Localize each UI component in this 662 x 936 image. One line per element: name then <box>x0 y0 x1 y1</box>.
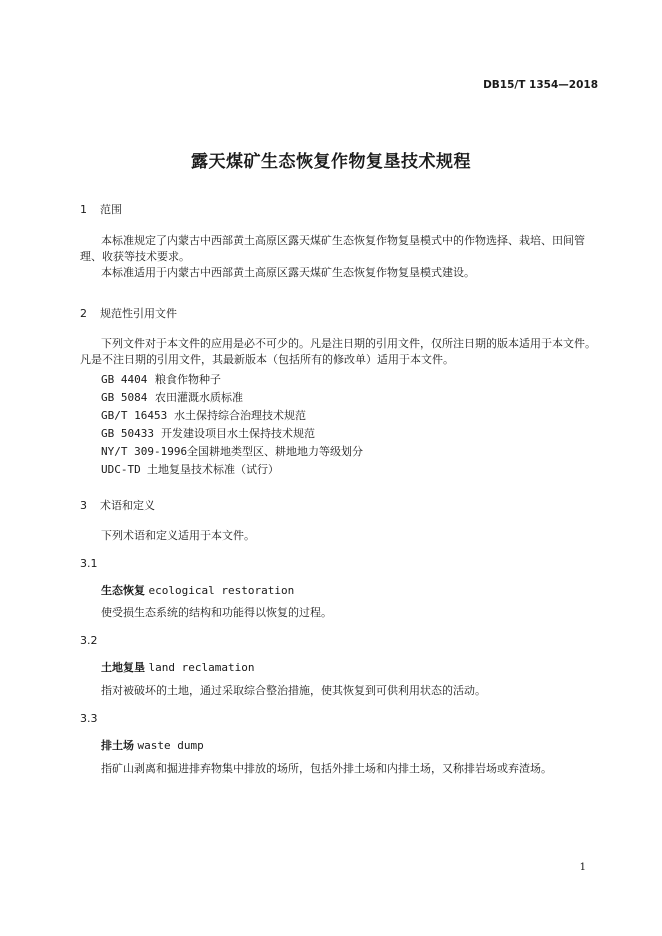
term-heading <box>101 737 204 753</box>
term-definition: 指矿山剥离和掘进排弃物集中排放的场所，包括外排土场和内排土场，又称排岩场或弃渣场。 <box>101 762 552 775</box>
term-chinese: 土地复垦 <box>101 661 145 674</box>
standard-code: DB15/T 1354—2018 <box>483 79 598 91</box>
term-english: land reclamation <box>148 661 255 674</box>
section-2-heading <box>80 305 177 321</box>
reference-title: 全国耕地类型区、耕地地力等级划分 <box>187 445 363 458</box>
section-title: 术语和定义 <box>100 499 155 512</box>
reference-title: 水土保持综合治理技术规范 <box>174 409 306 422</box>
term-heading <box>101 582 294 598</box>
section-number: 1 <box>80 203 87 216</box>
term-number: 3.1 <box>80 557 98 570</box>
reference-code: GB 4404 <box>101 373 148 386</box>
term-chinese: 排土场 <box>101 739 134 752</box>
section-1-paragraph-1: 本标准规定了内蒙古中西部黄土高原区露天煤矿生态恢复作物复垦模式中的作物选择、栽培、田间管理、收获等技术要求。 <box>80 234 585 263</box>
reference-code: GB/T 16453 <box>101 409 168 422</box>
section-3-paragraph-1: 下列术语和定义适用于本文件。 <box>101 529 255 542</box>
reference-item <box>101 390 243 406</box>
page-number: 1 <box>579 862 586 873</box>
reference-item <box>101 444 363 460</box>
reference-code: UDC-TD <box>101 463 141 476</box>
reference-item <box>101 408 306 424</box>
section-number: 2 <box>80 307 87 320</box>
reference-code: GB 50433 <box>101 427 154 440</box>
term-number: 3.3 <box>80 712 98 725</box>
document-title: 露天煤矿生态恢复作物复垦技术规程 <box>191 152 471 172</box>
term-definition: 指对被破坏的土地，通过采取综合整治措施，使其恢复到可供利用状态的活动。 <box>101 684 486 697</box>
term-definition: 使受损生态系统的结构和功能得以恢复的过程。 <box>101 606 332 619</box>
reference-title: 农田灌溉水质标准 <box>155 391 243 404</box>
reference-item <box>101 372 221 388</box>
reference-code: GB 5084 <box>101 391 148 404</box>
reference-title: 土地复垦技术标准（试行） <box>147 463 279 476</box>
term-number: 3.2 <box>80 634 98 647</box>
reference-title: 粮食作物种子 <box>155 373 221 386</box>
section-title: 规范性引用文件 <box>100 307 177 320</box>
section-number: 3 <box>80 499 87 512</box>
section-1-heading <box>80 201 122 217</box>
term-heading <box>101 659 254 675</box>
term-chinese: 生态恢复 <box>101 584 145 597</box>
section-3-heading <box>80 497 155 513</box>
section-1-paragraph-2: 本标准适用于内蒙古中西部黄土高原区露天煤矿生态恢复作物复垦模式建设。 <box>101 266 475 279</box>
reference-item <box>101 462 279 478</box>
reference-title: 开发建设项目水土保持技术规范 <box>161 427 315 440</box>
term-english: ecological restoration <box>148 584 295 597</box>
reference-item <box>101 426 315 442</box>
term-english: waste dump <box>137 739 204 752</box>
section-title: 范围 <box>100 203 122 216</box>
section-2-paragraph-1: 下列文件对于本文件的应用是必不可少的。凡是注日期的引用文件，仅所注日期的版本适用于本文件。凡是不注日期的引用文件，其最新版本（包括所有的修改单）适用于本文件。 <box>80 337 596 366</box>
reference-code: NY/T 309-1996 <box>101 445 188 458</box>
